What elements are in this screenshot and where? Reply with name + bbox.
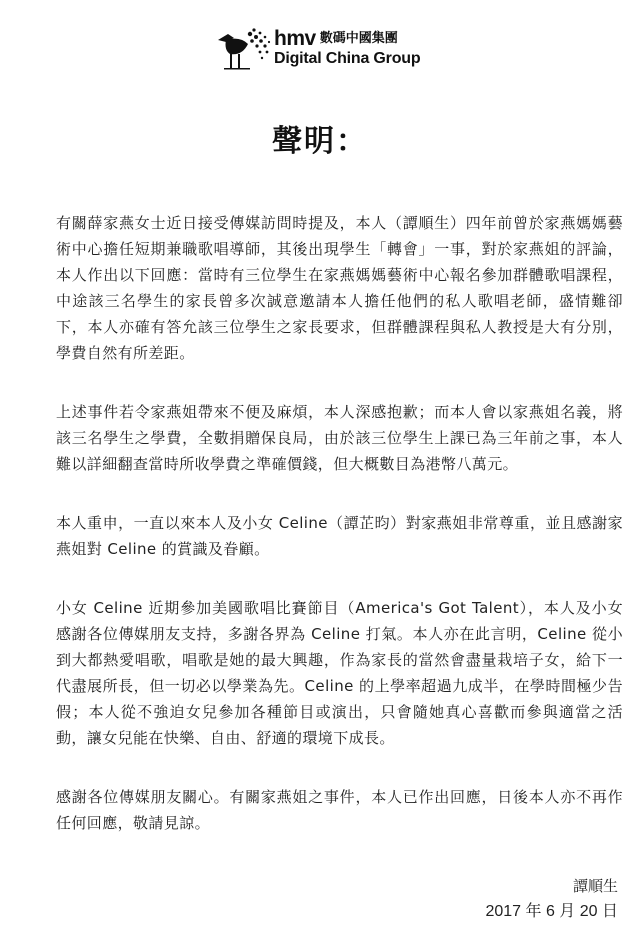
signature-name: 譚順生 [572,877,618,895]
signature-block [485,873,618,925]
logo-brand: hmv [274,27,316,50]
logo-text [274,28,420,67]
statement-body [56,210,623,869]
paragraph-3: 本人重申，一直以來本人及小女 Celine（譚芷昀）對家燕姐非常尊重，並且感謝家燕姐對 Celine 的賞識及眷顧。 [56,514,623,558]
paragraph-1: 有關薛家燕女士近日接受傳媒訪問時提及，本人（譚順生）四年前曾於家燕媽媽藝術中心擔任短期兼職歌唱導師，其後出現學生「轉會」一事，對於家燕姐的評論，本人作出以下回應：當時有三位學生在家燕媽媽藝術中心報名參加群體歌唱課程，中途該三名學生的家長曾多次誠意邀請本人擔任他們的私人歌唱老師，盛情難卻下，本人亦確有答允該三位學生之家長要求，但群體課程與私人教授是大有分別，學費自然有所差距。 [56,214,623,362]
paragraph-5: 感謝各位傳媒朋友關心。有關家燕姐之事件，本人已作出回應，日後本人亦不再作任何回應，敬請見諒。 [56,788,623,832]
company-logo [212,26,437,74]
statement-title: 聲明： [272,124,368,159]
logo-english-name: Digital China Group [274,50,421,67]
paragraph-2: 上述事件若令家燕姐帶來不便及麻煩，本人深感抱歉；而本人會以家燕姐名義，將該三名學生之學費，全數捐贈保良局，由於該三位學生上課已為三年前之事，本人難以詳細翻查當時所收學費之準確價錢，但大概數目為港幣八萬元。 [56,403,623,473]
logo-chinese-name: 數碼中國集團 [319,31,398,46]
bird-logo-icon [212,26,272,74]
paragraph-4: 小女 Celine 近期參加美國歌唱比賽節目（America's Got Talent），本人及小女感謝各位傳媒朋友支持，多謝各界為 Celine 打氣。本人亦在此言明，Celine 從小到大都熱愛唱歌，唱歌是她的最大興趣，作為家長的當然會盡量栽培子女，給下一代盡展所長，但一切必以學業為先。Celine 的上學率超過九成半，在學時間極少告假；本人從不強迫女兒參加各種節目或演出，只會隨她真心喜歡而參與適當之活動，讓女兒能在快樂、自由、舒適的環境下成長。 [56,599,623,747]
signature-date: 2017 年 6 月 20 日 [485,903,618,920]
